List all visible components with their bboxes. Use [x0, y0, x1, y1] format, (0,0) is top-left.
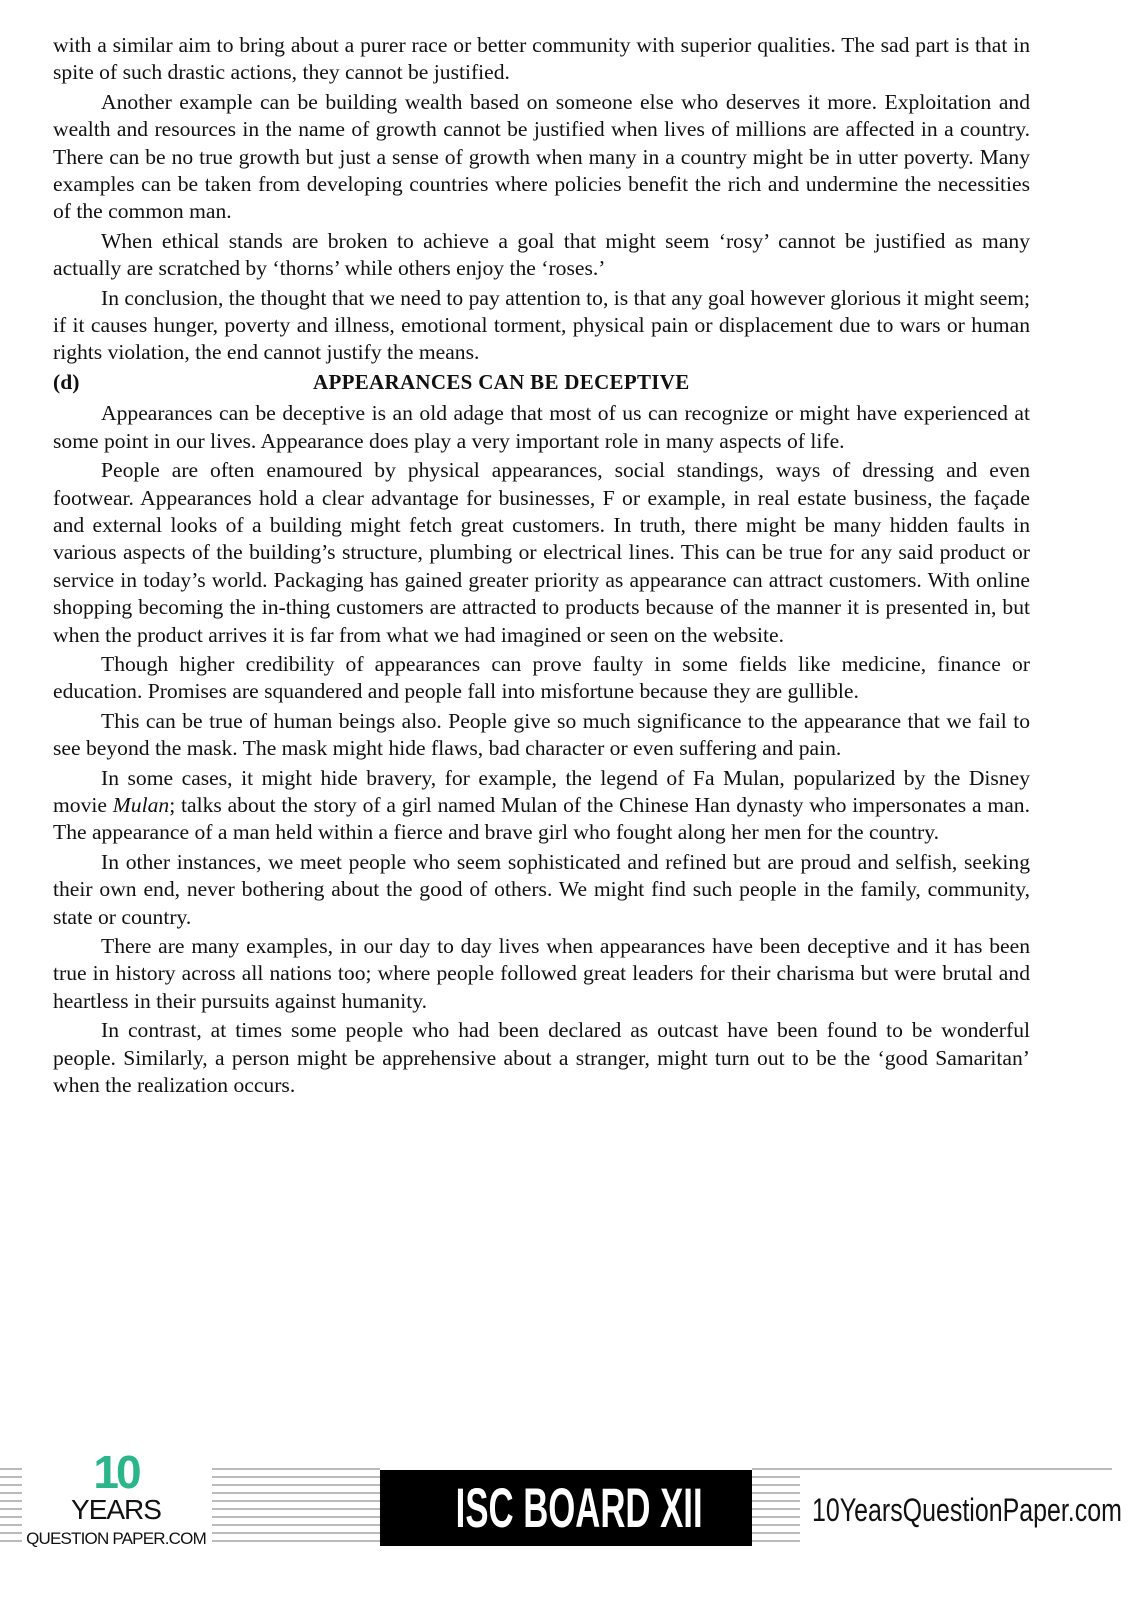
paragraph: In contrast, at times some people who had been declared as outcast have been found to be wonderful people. Similarly, a person might be apprehensive about a stranger, might turn out to be the ‘good Samaritan’ when the realization occurs.: [53, 1018, 1030, 1098]
paragraph-mulan: [53, 765, 1030, 847]
paragraph: In other instances, we meet people who seem sophisticated and refined but are proud and selfish, seeking their own end, never bothering about the good of others. We might find such people in the family, community, state or country.: [53, 849, 1030, 929]
footer-banner: [0, 1440, 1131, 1600]
section-heading: [53, 369, 1030, 396]
paragraph: When ethical stands are broken to achieve a goal that might seem ‘rosy’ cannot be justified as many actually are scratched by ‘thorns’ while others enjoy the ‘roses.’: [53, 228, 1030, 281]
document-body: [53, 32, 1030, 1101]
site-logo: [26, 1446, 206, 1552]
paragraph: This can be true of human beings also. People give so much significance to the appearance that we fail to see beyond the mask. The mask might hide flaws, bad character or even suffering and pain.: [53, 708, 1030, 761]
paragraph: Though higher credibility of appearances can prove faulty in some fields like medicine, finance or education. Promises are squandered and people fall into misfortune because they are gullible.: [53, 651, 1030, 704]
divider: [752, 1468, 1112, 1470]
logo-site: QUESTION PAPER.COM: [26, 1529, 206, 1548]
paragraph: Appearances can be deceptive is an old adage that most of us can recognize or might have experienced at some point in our lives. Appearance does play a very important role in many aspects of life.: [53, 401, 1030, 453]
paragraph: with a similar aim to bring about a purer race or better community with superior qualities. The sad part is that in spite of such drastic actions, they cannot be justified.: [53, 33, 1030, 85]
paragraph: In conclusion, the thought that we need to pay attention to, is that any goal however glorious it might seem; if it causes hunger, poverty and illness, emotional torment, physical pain or displacement due to wars or human rights violation, the end cannot justify the means.: [53, 285, 1030, 365]
board-banner: [380, 1470, 752, 1546]
movie-title: Mulan: [112, 792, 170, 817]
paragraph: People are often enamoured by physical appearances, social standings, ways of dressing and even footwear. Appearances hold a clear advantage for businesses, F or example, in real estate business, the façade and external looks of a building might fetch great customers. In truth, there might be many hidden faults in various aspects of the building’s structure, plumbing or electrical lines. This can be true for any said product or service in today’s world. Packaging has gained greater priority as appearance can attract customers. With online shopping becoming the in-thing customers are attracted to products because of the manner it is presented in, but when the product arrives it is far from what we had imagined or seen on the website.: [53, 458, 1030, 647]
text: ; talks about the story of a girl named Mulan of the Chinese Han dynasty who impersonates a man. The appearance of a man held within a fierce and brave girl who fought along her men for the country.: [53, 792, 1030, 845]
section-number: (d): [53, 369, 80, 394]
paragraph: There are many examples, in our day to day lives when appearances have been deceptive and it has been true in history across all nations too; where people followed great leaders for their charisma but were brutal and heartless in their pursuits against humanity.: [53, 934, 1030, 1013]
stripes-decoration: [752, 1468, 800, 1548]
stripes-decoration: [0, 1468, 22, 1548]
board-label: ISC BOARD XII: [455, 1476, 703, 1539]
logo-number: 10: [93, 1446, 139, 1498]
logo-years: YEARS: [71, 1494, 161, 1525]
stripes-decoration: [212, 1468, 380, 1548]
website-label: 10YearsQuestionPaper.com: [812, 1492, 1122, 1528]
section-title: APPEARANCES CAN BE DECEPTIVE: [313, 369, 690, 394]
text: In some cases, it might hide bravery, for example, the legend of Fa Mulan, popularized by the Disney movie: [53, 765, 1030, 817]
paragraph: Another example can be building wealth based on someone else who deserves it more. Exploitation and wealth and resources in the name of growth cannot be justified when lives of millions are affected in a country. There can be no true growth but just a sense of growth when many in a country might be in utter poverty. Many examples can be taken from developing countries where policies benefit the rich and undermine the necessities of the common man.: [53, 89, 1030, 224]
